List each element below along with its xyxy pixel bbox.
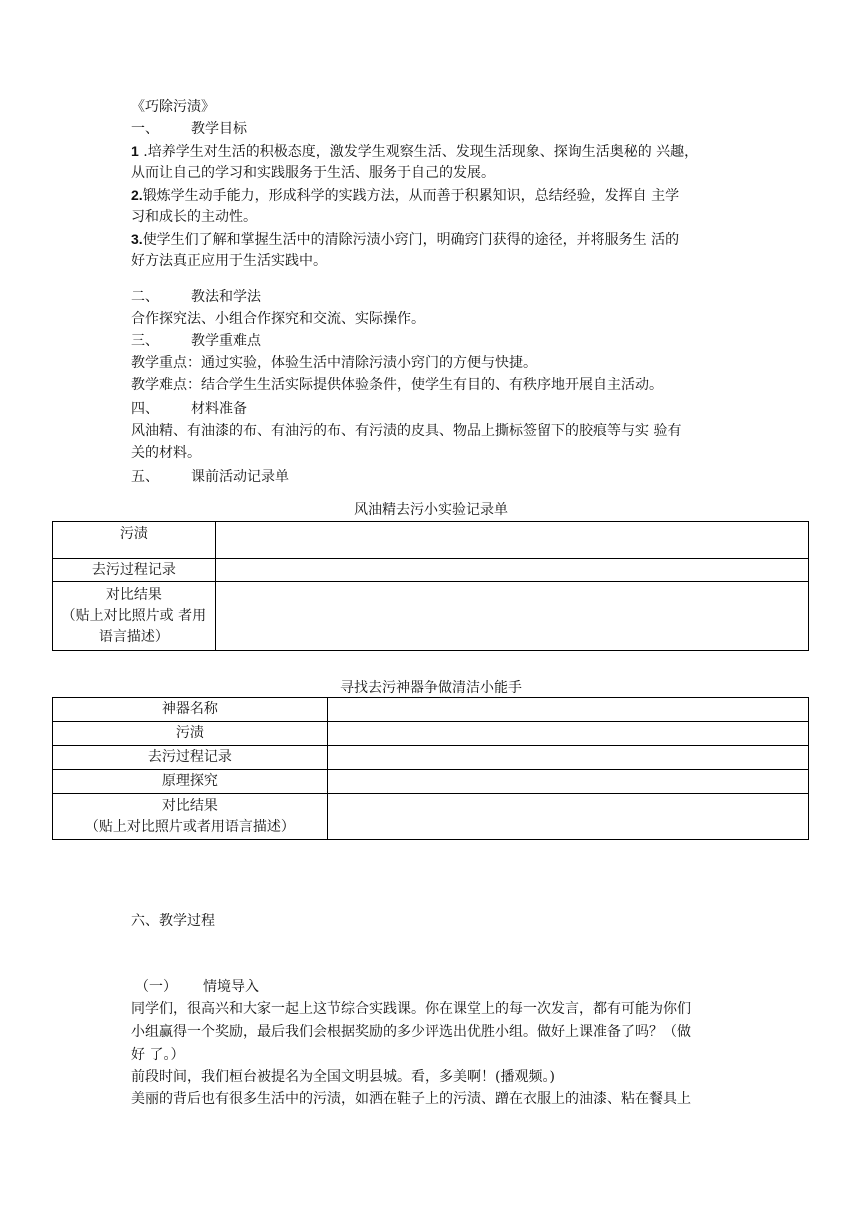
table-row — [53, 722, 809, 746]
goal-number: 3. — [131, 231, 143, 247]
goal-line — [131, 184, 679, 207]
goal-line: 习和成长的主动性。 — [131, 209, 257, 225]
section-heading — [131, 398, 247, 420]
section-title: 教学重难点 — [191, 333, 261, 349]
cleaning-tool-table — [52, 697, 809, 840]
table-cell-label — [53, 582, 216, 651]
table-row — [53, 582, 809, 651]
goal-text: 使学生们了解和掌握生活中的清除污渍小窍门，明确窍门获得的途径，并将服务生 活的 — [142, 232, 680, 248]
difficult-point-text: 教学难点：结合学生生活实际提供体验条件，使学生有目的、有秩序地开展自主活动。 — [131, 377, 663, 393]
table-cell-value[interactable] — [327, 770, 808, 794]
section-number: 五、 — [131, 469, 159, 485]
experiment-record-table — [52, 521, 809, 651]
paragraph-line: 前段时间，我们桓台被提名为全国文明县城。看，多美啊！(播观频。) — [131, 1069, 555, 1085]
section-title: 课前活动记录单 — [191, 469, 289, 485]
methods-text: 合作探究法、小组合作探究和交流、实际操作。 — [131, 311, 425, 327]
table-cell-label — [53, 794, 328, 840]
key-point-text: 教学重点：通过实验，体验生活中清除污渍小窍门的方便与快捷。 — [131, 355, 537, 371]
goal-line: 好方法真正应用于生活实践中。 — [131, 253, 327, 269]
section-heading — [131, 330, 261, 352]
subsection-number: （一） — [135, 979, 177, 995]
paragraph-line: 美丽的背后也有很多生活中的污渍，如洒在鞋子上的污渍、蹭在衣服上的油漆、粘在餐具上 — [131, 1091, 691, 1107]
subsection-title: 情境导入 — [203, 979, 259, 995]
table-cell-value[interactable] — [215, 582, 808, 651]
table-cell-value[interactable] — [327, 722, 808, 746]
section-number: 一、 — [131, 121, 159, 137]
table-cell-value[interactable] — [215, 522, 808, 559]
table-cell-value[interactable] — [327, 698, 808, 722]
table-cell-label: 污渍 — [53, 722, 328, 746]
section-heading — [131, 466, 289, 488]
materials-text: 风油精、有油漆的布、有油污的布、有污渍的皮具、物品上撕标签留下的胶痕等与实 验有 — [131, 423, 682, 439]
table-cell-label: 去污过程记录 — [53, 559, 216, 582]
cell-line: （贴上对比照片或者用语言描述） — [84, 818, 295, 835]
goal-number: 2. — [131, 187, 143, 203]
paragraph-line: 小组赢得一个奖励，最后我们会根据奖励的多少评选出优胜小组。做好上课准备了吗？（做 — [131, 1024, 691, 1040]
table-row — [53, 559, 809, 582]
table-caption: 风油精去污小实验记录单 — [354, 502, 508, 518]
cell-line: 对比结果 — [105, 586, 162, 603]
cell-line: 语言描述） — [98, 628, 169, 645]
cell-line: 对比结果 — [161, 797, 218, 814]
goal-number: 1 — [131, 143, 139, 159]
table-cell-value[interactable] — [327, 746, 808, 770]
goal-text: .培养学生对生活的积极态度，激发学生观察生活、发现生活现象、探询生活奥秘的 兴趣， — [138, 144, 699, 160]
table-caption: 寻找去污神器争做清洁小能手 — [340, 680, 522, 696]
table-cell-value[interactable] — [327, 794, 808, 840]
goal-text: 锻炼学生动手能力，形成科学的实践方法，从而善于积累知识，总结经验，发挥自 主学 — [142, 188, 680, 204]
table-row — [53, 698, 809, 722]
materials-text: 关的材料。 — [131, 445, 201, 461]
paragraph-line: 同学们，很高兴和大家一起上这节综合实践课。你在课堂上的每一次发言，都有可能为你们 — [131, 1001, 691, 1017]
table-cell-label: 神器名称 — [53, 698, 328, 722]
section-title: 教学目标 — [191, 121, 247, 137]
section-heading: 六、教学过程 — [131, 913, 215, 929]
cell-line: （贴上对比照片或 者用 — [61, 607, 207, 624]
table-row — [53, 770, 809, 794]
section-heading — [131, 118, 247, 140]
table-cell-label: 去污过程记录 — [53, 746, 328, 770]
paragraph-line: 好 了。） — [131, 1047, 185, 1063]
document-title: 《巧除污渍》 — [131, 99, 215, 115]
section-title: 教法和学法 — [191, 289, 261, 305]
table-row — [53, 522, 809, 559]
table-cell-value[interactable] — [215, 559, 808, 582]
section-number: 三、 — [131, 333, 159, 349]
table-cell-label: 原理探究 — [53, 770, 328, 794]
goal-line — [131, 140, 698, 163]
goal-line: 从而让自己的学习和实践服务于生活、服务于自己的发展。 — [131, 165, 495, 181]
table-cell-label: 污渍 — [53, 522, 216, 559]
goal-line — [131, 228, 679, 251]
table-row — [53, 746, 809, 770]
section-heading — [131, 286, 261, 308]
section-number: 四、 — [131, 401, 159, 417]
table-row — [53, 794, 809, 840]
section-title: 材料准备 — [191, 401, 247, 417]
subsection-heading — [135, 976, 259, 998]
section-number: 二、 — [131, 289, 159, 305]
